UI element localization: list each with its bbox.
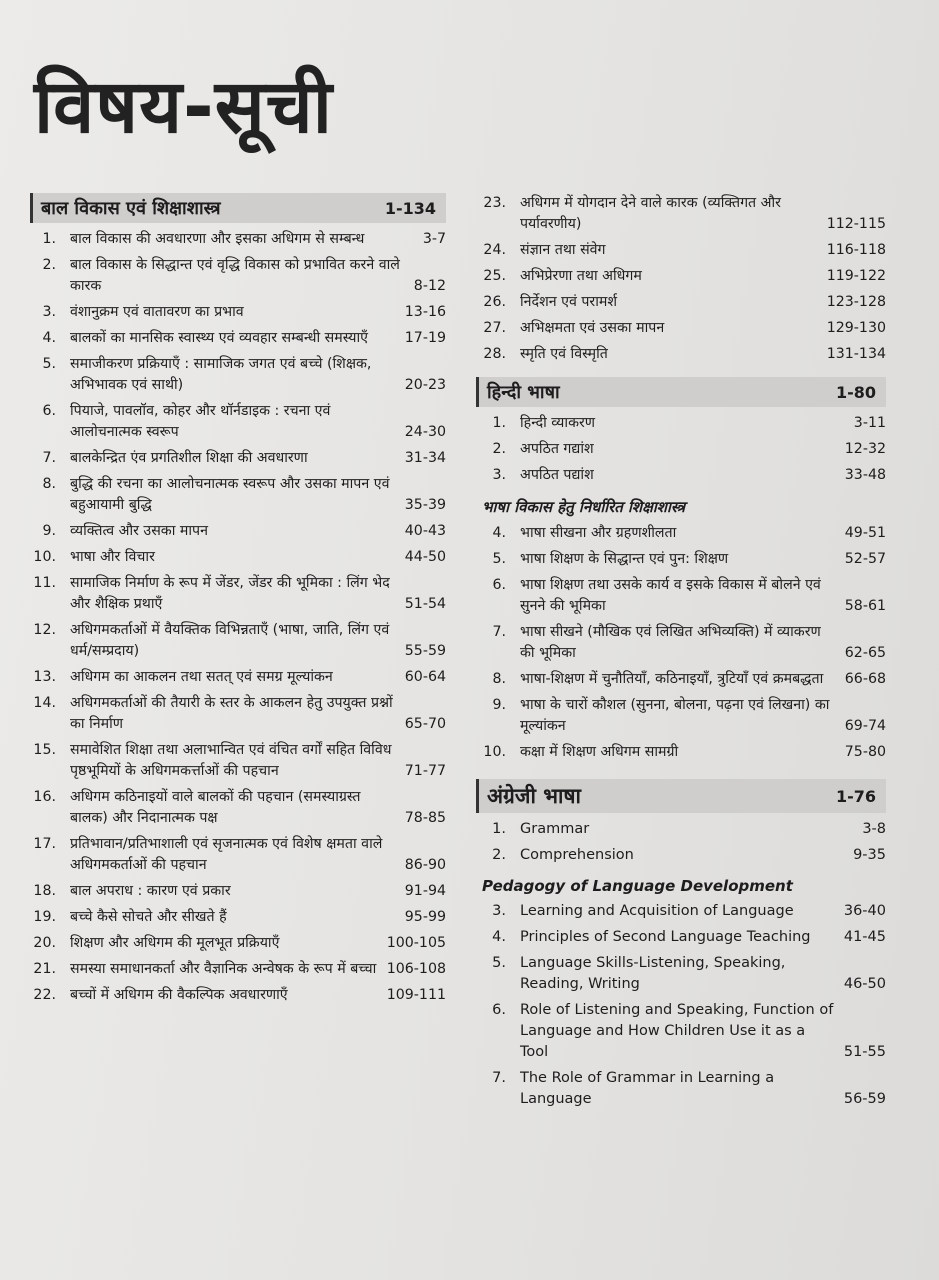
toc-entry: [30, 354, 446, 396]
entry-title: भाषा सीखने (मौखिक एवं लिखित अभिव्यक्ति) में व्याकरण की भूमिका: [520, 624, 821, 661]
entry-number: 12.: [33, 622, 56, 638]
toc-entry: [30, 881, 446, 902]
entry-title: सामाजिक निर्माण के रूप में जेंडर, जेंडर की भूमिका : लिंग भेद और शैक्षिक प्रथाएँ: [70, 575, 390, 612]
entry-number: 8.: [42, 476, 56, 492]
entry-title: Learning and Acquisition of Language: [520, 903, 794, 919]
toc-entry: [476, 523, 886, 544]
entry-title: अधिगमकर्ताओं में वैयक्तिक विभिन्नताएँ (भाषा, जाति, लिंग एवं धर्म/सम्प्रदाय): [70, 622, 390, 659]
toc-entry: [476, 465, 886, 486]
toc-entry: [476, 413, 886, 434]
entry-pages: 131-134: [826, 346, 886, 362]
toc-entry: [30, 521, 446, 542]
toc-list: [476, 413, 886, 486]
entry-title: बच्चों में अधिगम की वैकल्पिक अवधारणाएँ: [70, 987, 288, 1003]
toc-entry: [476, 953, 886, 995]
entry-pages: 129-130: [826, 320, 886, 336]
entry-number: 10.: [483, 744, 506, 760]
entry-pages: 13-16: [404, 304, 446, 320]
entry-title: बाल विकास की अवधारणा और इसका अधिगम से सम्बन्ध: [70, 231, 365, 247]
right-column: [476, 193, 886, 1115]
entry-title: भाषा शिक्षण के सिद्धान्त एवं पुन: शिक्षण: [520, 551, 729, 567]
entry-pages: 33-48: [844, 467, 886, 483]
entry-title: पियाजे, पावलॉव, कोहर और थॉर्नडाइक : रचना एवं आलोचनात्मक स्वरूप: [70, 403, 331, 440]
entry-title: स्मृति एवं विस्मृति: [520, 346, 608, 362]
subsection-title: Pedagogy of Language Development: [482, 877, 793, 895]
entry-pages: 17-19: [404, 330, 446, 346]
entry-pages: 9-35: [853, 847, 886, 863]
entry-number: 1.: [492, 415, 506, 431]
entry-title: शिक्षण और अधिगम की मूलभूत प्रक्रियाएँ: [70, 935, 280, 951]
toc-entry: [476, 193, 886, 235]
toc-entry: [30, 401, 446, 443]
toc-entry: [476, 266, 886, 287]
toc-entry: [30, 255, 446, 297]
entry-number: 15.: [33, 742, 56, 758]
entry-number: 5.: [42, 356, 56, 372]
entry-number: 27.: [483, 320, 506, 336]
entry-number: 16.: [33, 789, 56, 805]
toc-list: [476, 193, 886, 365]
entry-pages: 62-65: [844, 645, 886, 661]
entry-title: वंशानुक्रम एवं वातावरण का प्रभाव: [70, 304, 244, 320]
entry-title: अधिगम कठिनाइयों वाले बालकों की पहचान (समस्याग्रस्त बालक) और निदानात्मक पक्ष: [70, 789, 361, 826]
toc-entry: [30, 229, 446, 250]
entry-number: 10.: [33, 549, 56, 565]
entry-number: 26.: [483, 294, 506, 310]
toc-entry: [30, 740, 446, 782]
entry-pages: 24-30: [404, 424, 446, 440]
entry-title: भाषा के चारों कौशल (सुनना, बोलना, पढ़ना एवं लिखना) का मूल्यांकन: [520, 697, 830, 734]
entry-number: 19.: [33, 909, 56, 925]
toc-entry: [476, 845, 886, 866]
entry-number: 2.: [42, 257, 56, 273]
toc-entry: [476, 292, 886, 313]
entry-number: 17.: [33, 836, 56, 852]
entry-title: भाषा और विचार: [70, 549, 155, 565]
section-title: बाल विकास एवं शिक्षाशास्त्र: [41, 198, 221, 219]
entry-number: 9.: [42, 523, 56, 539]
entry-pages: 35-39: [404, 497, 446, 513]
toc-entry: [30, 693, 446, 735]
toc-entry: [30, 328, 446, 349]
entry-title: समाजीकरण प्रक्रियाएँ : सामाजिक जगत एवं बच्चे (शिक्षक, अभिभावक एवं साथी): [70, 356, 372, 393]
entry-title: समावेशित शिक्षा तथा अलाभान्वित एवं वंचित वर्गों सहित विविध पृष्ठभूमियों के अधिगमकर्त्ताओं की पहचान: [70, 742, 392, 779]
toc-entry: [476, 927, 886, 948]
entry-pages: 3-11: [853, 415, 886, 431]
entry-title: संज्ञान तथा संवेग: [520, 242, 606, 258]
entry-pages: 3-7: [422, 231, 446, 247]
entry-pages: 91-94: [404, 883, 446, 899]
entry-pages: 3-8: [862, 821, 886, 837]
toc-entry: [476, 742, 886, 763]
entry-title: कक्षा में शिक्षण अधिगम सामग्री: [520, 744, 679, 760]
entry-number: 9.: [492, 697, 506, 713]
entry-number: 28.: [483, 346, 506, 362]
toc-entry: [476, 669, 886, 690]
entry-pages: 95-99: [404, 909, 446, 925]
entry-title: अपठित पद्यांश: [520, 467, 594, 483]
toc-entry: [476, 575, 886, 617]
entry-pages: 75-80: [844, 744, 886, 760]
section-range: 1-76: [835, 786, 876, 806]
toc-entry: [30, 302, 446, 323]
entry-title: बुद्धि की रचना का आलोचनात्मक स्वरूप और उसका मापन एवं बहुआयामी बुद्धि: [70, 476, 390, 513]
page-title: विषय-सूची: [34, 64, 333, 150]
entry-title: अभिक्षमता एवं उसका मापन: [520, 320, 665, 336]
entry-title: अधिगम का आकलन तथा सतत् एवं समग्र मूल्यांकन: [70, 669, 333, 685]
left-column: [30, 193, 446, 1011]
entry-pages: 106-108: [386, 961, 446, 977]
entry-title: बाल अपराध : कारण एवं प्रकार: [70, 883, 231, 899]
toc-entry: [30, 907, 446, 928]
entry-pages: 69-74: [844, 718, 886, 734]
entry-pages: 65-70: [404, 716, 446, 732]
entry-pages: 36-40: [843, 903, 886, 919]
entry-title: अभिप्रेरणा तथा अधिगम: [520, 268, 642, 284]
toc-entry: [30, 787, 446, 829]
entry-pages: 78-85: [404, 810, 446, 826]
toc-entry: [476, 695, 886, 737]
entry-number: 5.: [492, 955, 506, 971]
entry-pages: 100-105: [386, 935, 446, 951]
entry-pages: 46-50: [843, 976, 886, 992]
toc-entry: [30, 573, 446, 615]
entry-pages: 12-32: [844, 441, 886, 457]
toc-entry: [476, 1068, 886, 1110]
toc-entry: [476, 240, 886, 261]
toc-entry: [30, 933, 446, 954]
entry-pages: 20-23: [404, 377, 446, 393]
entry-pages: 51-55: [843, 1044, 886, 1060]
entry-number: 24.: [483, 242, 506, 258]
entry-title: अधिगमकर्ताओं की तैयारी के स्तर के आकलन हेतु उपयुक्त प्रश्नों का निर्माण: [70, 695, 393, 732]
entry-title: भाषा सीखना और ग्रहणशीलता: [520, 525, 677, 541]
entry-pages: 58-61: [844, 598, 886, 614]
entry-number: 7.: [492, 624, 506, 640]
entry-pages: 56-59: [843, 1091, 886, 1107]
section-header-hindi: [476, 377, 886, 407]
toc-entry: [476, 622, 886, 664]
section-range: 1-80: [835, 382, 876, 402]
entry-pages: 119-122: [826, 268, 886, 284]
toc-entry: [30, 959, 446, 980]
entry-title: व्यक्तित्व और उसका मापन: [70, 523, 208, 539]
toc-entry: [476, 318, 886, 339]
entry-title: The Role of Grammar in Learning a Language: [520, 1070, 775, 1107]
entry-title: प्रतिभावान/प्रतिभाशाली एवं सृजनात्मक एवं विशेष क्षमता वाले अधिगमकर्ताओं की पहचान: [70, 836, 383, 873]
section-header-english: [476, 779, 886, 813]
entry-pages: 60-64: [404, 669, 446, 685]
entry-number: 13.: [33, 669, 56, 685]
entry-number: 6.: [492, 1002, 506, 1018]
entry-pages: 116-118: [826, 242, 886, 258]
entry-number: 7.: [42, 450, 56, 466]
entry-number: 5.: [492, 551, 506, 567]
entry-pages: 52-57: [844, 551, 886, 567]
entry-pages: 41-45: [843, 929, 886, 945]
entry-pages: 71-77: [404, 763, 446, 779]
entry-number: 21.: [33, 961, 56, 977]
entry-pages: 44-50: [404, 549, 446, 565]
toc-entry: [30, 834, 446, 876]
entry-title: बालकों का मानसिक स्वास्थ्य एवं व्यवहार सम्बन्धी समस्याएँ: [70, 330, 369, 346]
entry-pages: 40-43: [404, 523, 446, 539]
entry-title: Grammar: [520, 821, 590, 837]
entry-number: 4.: [42, 330, 56, 346]
entry-number: 3.: [42, 304, 56, 320]
entry-number: 25.: [483, 268, 506, 284]
entry-pages: 55-59: [404, 643, 446, 659]
toc-entry: [476, 901, 886, 922]
entry-number: 18.: [33, 883, 56, 899]
toc-entry: [476, 439, 886, 460]
entry-pages: 66-68: [844, 671, 886, 687]
entry-number: 23.: [483, 195, 506, 211]
entry-title: बाल विकास के सिद्धान्त एवं वृद्धि विकास को प्रभावित करने वाले कारक: [70, 257, 400, 294]
toc-entry: [476, 344, 886, 365]
entry-number: 8.: [492, 671, 506, 687]
section-title: हिन्दी भाषा: [487, 382, 560, 403]
entry-number: 3.: [492, 467, 506, 483]
toc-list: [476, 901, 886, 1110]
entry-title: हिन्दी व्याकरण: [520, 415, 596, 431]
entry-pages: 123-128: [826, 294, 886, 310]
entry-number: 1.: [42, 231, 56, 247]
entry-title: बालकेन्द्रित एंव प्रगतिशील शिक्षा की अवधारणा: [70, 450, 308, 466]
subsection-title: भाषा विकास हेतु निर्धारित शिक्षाशास्त्र: [482, 498, 685, 516]
toc-list: [476, 523, 886, 763]
entry-title: समस्या समाधानकर्ता और वैज्ञानिक अन्वेषक के रूप में बच्चा: [70, 961, 377, 977]
entry-number: 6.: [492, 577, 506, 593]
entry-pages: 31-34: [404, 450, 446, 466]
entry-number: 11.: [33, 575, 56, 591]
entry-title: बच्चे कैसे सोचते और सीखते हैं: [70, 909, 227, 925]
entry-number: 3.: [492, 903, 506, 919]
entry-number: 6.: [42, 403, 56, 419]
entry-pages: 109-111: [386, 987, 446, 1003]
toc-entry: [30, 620, 446, 662]
entry-title: भाषा-शिक्षण में चुनौतियाँ, कठिनाइयाँ, त्रुटियाँ एवं क्रमबद्धता: [520, 671, 824, 687]
entry-title: Role of Listening and Speaking, Function of Language and How Children Use it as a Tool: [520, 1002, 834, 1060]
entry-title: निर्देशन एवं परामर्श: [520, 294, 618, 310]
entry-number: 22.: [33, 987, 56, 1003]
entry-pages: 8-12: [413, 278, 446, 294]
entry-pages: 112-115: [826, 216, 886, 232]
toc-entry: [30, 667, 446, 688]
entry-number: 14.: [33, 695, 56, 711]
entry-number: 4.: [492, 929, 506, 945]
toc-entry: [476, 819, 886, 840]
entry-title: अपठित गद्यांश: [520, 441, 594, 457]
entry-number: 20.: [33, 935, 56, 951]
toc-entry: [30, 474, 446, 516]
entry-pages: 86-90: [404, 857, 446, 873]
entry-pages: 49-51: [844, 525, 886, 541]
entry-title: Comprehension: [520, 847, 634, 863]
section-range: 1-134: [384, 198, 436, 218]
entry-title: भाषा शिक्षण तथा उसके कार्य व इसके विकास में बोलने एवं सुनने की भूमिका: [520, 577, 821, 614]
entry-number: 2.: [492, 847, 506, 863]
entry-number: 1.: [492, 821, 506, 837]
toc-list: [476, 819, 886, 866]
entry-title: अधिगम में योगदान देने वाले कारक (व्यक्तिगत और पर्यावरणीय): [520, 195, 781, 232]
entry-number: 7.: [492, 1070, 506, 1086]
section-header-child-development: [30, 193, 446, 223]
toc-entry: [476, 549, 886, 570]
toc-entry: [476, 1000, 886, 1063]
entry-title: Principles of Second Language Teaching: [520, 929, 811, 945]
entry-title: Language Skills-Listening, Speaking, Reading, Writing: [520, 955, 786, 992]
toc-list: [30, 229, 446, 1006]
entry-pages: 51-54: [404, 596, 446, 612]
section-title: अंग्रेजी भाषा: [487, 784, 581, 808]
toc-entry: [30, 985, 446, 1006]
toc-entry: [30, 448, 446, 469]
toc-entry: [30, 547, 446, 568]
entry-number: 4.: [492, 525, 506, 541]
entry-number: 2.: [492, 441, 506, 457]
